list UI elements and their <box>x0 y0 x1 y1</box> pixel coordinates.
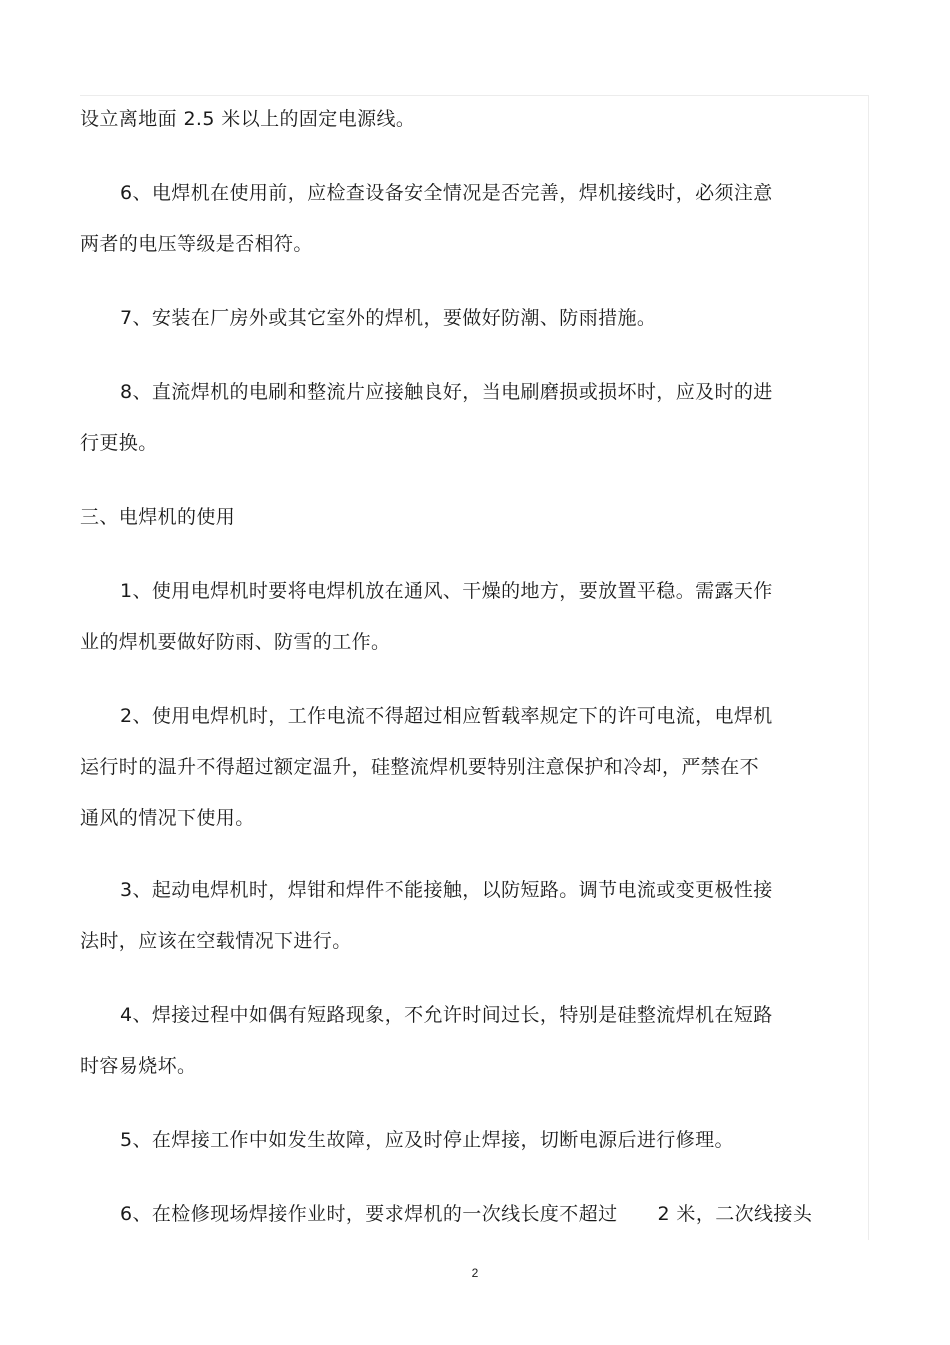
text-line-18-part-2: 2 米，二次线接头 <box>657 1203 813 1225</box>
text-line-2: 6、电焊机在使用前，应检查设备安全情况是否完善，焊机接线时，必须注意 <box>120 182 773 204</box>
text-line-9: 业的焊机要做好防雨、防雪的工作。 <box>80 631 391 653</box>
text-line-10: 2、使用电焊机时，工作电流不得超过相应暂载率规定下的许可电流，电焊机 <box>120 705 773 727</box>
page-border-right <box>868 95 869 1240</box>
text-line-17: 5、在焊接工作中如发生故障，应及时停止焊接，切断电源后进行修理。 <box>120 1129 734 1151</box>
text-line-1: 设立离地面 2.5 米以上的固定电源线。 <box>80 108 416 130</box>
text-line-15: 4、焊接过程中如偶有短路现象，不允许时间过长，特别是硅整流焊机在短路 <box>120 1004 773 1026</box>
text-line-12: 通风的情况下使用。 <box>80 807 255 829</box>
text-line-14: 法时，应该在空载情况下进行。 <box>80 930 352 952</box>
page-border-top <box>80 95 869 96</box>
text-line-5: 8、直流焊机的电刷和整流片应接触良好，当电刷磨损或损坏时，应及时的进 <box>120 381 773 403</box>
section-heading: 三、电焊机的使用 <box>80 506 236 528</box>
page-number: 2 <box>471 1266 479 1280</box>
text-line-11: 运行时的温升不得超过额定温升，硅整流焊机要特别注意保护和冷却，严禁在不 <box>80 756 760 778</box>
text-line-18-part-1: 6、在检修现场焊接作业时，要求焊机的一次线长度不超过 <box>120 1203 618 1225</box>
text-line-16: 时容易烧坏。 <box>80 1055 197 1077</box>
text-line-8: 1、使用电焊机时要将电焊机放在通风、干燥的地方，要放置平稳。需露天作 <box>120 580 773 602</box>
text-line-6: 行更换。 <box>80 432 158 454</box>
text-line-4: 7、安装在厂房外或其它室外的焊机，要做好防潮、防雨措施。 <box>120 307 657 329</box>
text-line-18 <box>120 1201 812 1227</box>
text-line-3: 两者的电压等级是否相符。 <box>80 233 313 255</box>
text-line-13: 3、起动电焊机时，焊钳和焊件不能接触，以防短路。调节电流或变更极性接 <box>120 879 773 901</box>
